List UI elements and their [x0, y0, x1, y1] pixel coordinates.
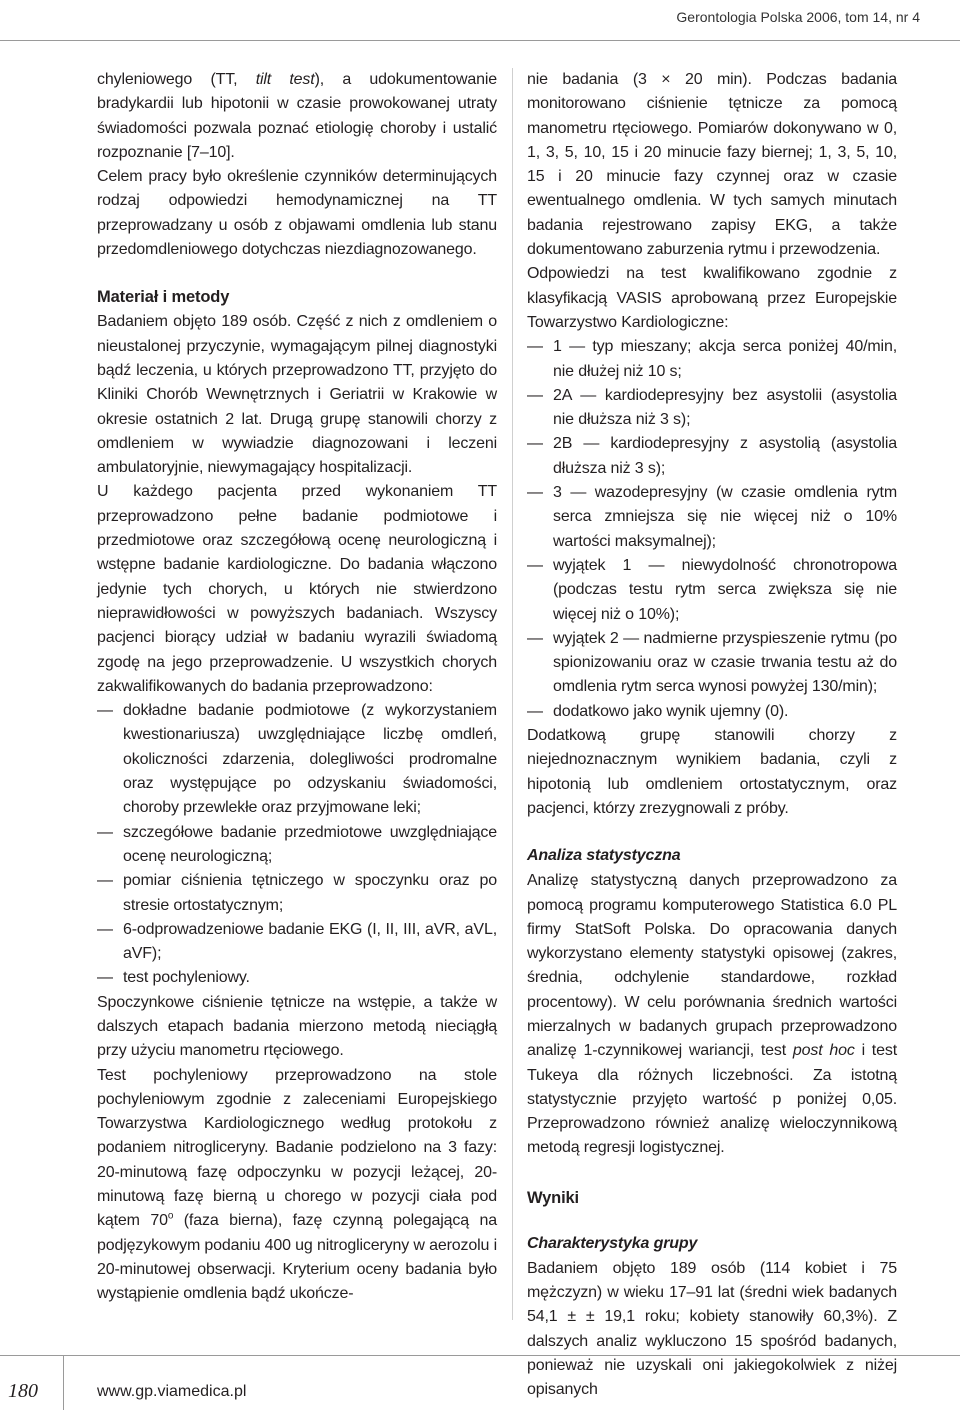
footer-url: www.gp.viamedica.pl [97, 1383, 247, 1400]
list-item: — 2A — kardiodepresyjny bez asystolii (asystolia nie dłuższa niż 3 s); [527, 386, 897, 429]
stats-heading: Analiza statystyczna [527, 847, 681, 865]
right-column [527, 68, 897, 1403]
column-divider [512, 68, 513, 1320]
group-paragraph: Badaniem objęto 189 osób (114 kobiet i 75 mężczyzn) w wieku 17–91 lat (średni wiek badanych 54,1 ± ± 19,1 roku; kobiety stanowiły 60,3%). Z dalszych analiz wykluczono 15 spośród badanych, ponieważ nie uzyskali oni jakiegokolwiek z niżej opisanych [527, 1259, 897, 1399]
list-item: — 6-odprowadzeniowe badanie EKG (I, II, III, aVR, aVL, aVF); [97, 920, 497, 963]
group-heading: Charakterystyka grupy [527, 1234, 698, 1252]
footer-rule [0, 1355, 960, 1356]
methods-heading: Materiał i metody [97, 288, 230, 307]
vasis-list [527, 335, 897, 724]
monitoring-paragraph: nie badania (3 × 20 min). Podczas badania monitorowano ciśnienie tętnicze za pomocą manometru rtęciowego. Pomiarów dokonywano w 0, 1, 3, 5, 10, 15 i 20 minucie fazy biernej; 1, 3, 5, 10, 15 i 20 minucie fazy czynnej oraz w czasie ewentualnego omdlenia. W tych samych minutach badania rejestrowano zapisy EKG, a także dokumentowano zaburzenia rytmu i przewodzenia. [527, 71, 897, 259]
results-heading: Wyniki [527, 1188, 579, 1207]
vasis-paragraph: Odpowiedzi na test kwalifikowano zgodnie z klasyfikacją VASIS aprobowaną przez Europejskie Towarzystwo Kardiologiczne: [527, 265, 897, 331]
list-item: — wyjątek 2 — nadmierne przyspieszenie rytmu (po spionizowaniu oraz w czasie trwania testu aż do omdlenia rytm serca wynosi powyżej 130/min); [527, 629, 897, 696]
list-item: — dokładne badanie podmiotowe (z wykorzystaniem kwestionariusza) uwzględniające liczbę omdleń, okoliczności zdarzenia, dolegliwości prodromalne oraz występujące po odzyskaniu świadomości, choroby przewlekłe oraz przyjmowane leki; [97, 702, 497, 817]
journal-title: Gerontologia Polska 2006, tom 14, nr 4 [676, 9, 920, 25]
blood-pressure-paragraph: Spoczynkowe ciśnienie tętnicze na wstępie, a także w dalszych etapach badania mierzono metodą nieciągłą przy użyciu manometru rtęciowego. [97, 993, 497, 1060]
procedures-list [97, 699, 497, 991]
list-item: — 1 — typ mieszany; akcja serca poniżej 40/min, nie dłużej niż 10 s; [527, 338, 897, 380]
running-header [0, 0, 960, 41]
stats-paragraph: Analizę statystyczną danych przeprowadzono za pomocą programu komputerowego Statistica 6.0 PL firmy StatSoft Polska. Do opracowania danych wykorzystano elementy statystyki opisowej (zakres, średnia, odchylenie standardowe, rozkład procentowy). W celu porównania średnich wartości mierzalnych w badanych grupach przeprowadzono analizę 1-czynnikowej wariancji, test post hoc i test Tukeya dla różnych liczebności. Za istotną statystycznie przyjęto wartość p poniżej 0,05. Przeprowadzono również analizę wieloczynnikową metodą regresji logistycznej. [527, 872, 897, 1157]
methods-paragraph-2: U każdego pacjenta przed wykonaniem TT przeprowadzono pełne badanie podmiotowe i przedmiotowe oraz szczegółową ocenę neurologiczną i wstępne badanie kardiologiczne. Do badania włączono jedynie tych chorych, u których nie stwierdzono nieprawidłowości w powyższych badaniach. Wszyscy pacjenci biorący udział w badaniu wyrazili świadomą zgodę na jego przeprowadzenie. U wszystkich chorych zakwalifikowanych do badania przeprowadzono: [97, 483, 497, 695]
list-item: — 2B — kardiodepresyjny z asystolią (asystolia dłuższa niż 3 s); [527, 435, 897, 477]
list-item: — dodatkowo jako wynik ujemny (0). [527, 702, 789, 720]
aim-paragraph: Celem pracy było określenie czynników determinujących rodzaj odpowiedzi hemodynamicznej na TT przeprowadzany u osób z objawami omdlenia lub stanu przedomdleniowego dotychczas niezdiagnozowanego. [97, 168, 497, 259]
list-item: — wyjątek 1 — niewydolność chronotropowa (podczas testu rytm serca zwiększa się nie więcej niż o 10%); [527, 556, 897, 623]
list-item: — test pochyleniowy. [97, 969, 250, 987]
intro-paragraph: chyleniowego (TT, tilt test), a udokumentowanie bradykardii lub hipotonii w czasie prowokowanej utraty świadomości pozwala poznać etiologię choroby i ustalić rozpoznanie [7–10]. [97, 71, 497, 161]
extra-group-paragraph: Dodatkową grupę stanowili chorzy z niejednoznacznym wynikiem badania, czyli z hipotonią lub omdleniem ortostatycznym, oraz pacjenci, którzy zrezygnowali z próby. [527, 727, 897, 817]
left-column [97, 68, 497, 1307]
list-item: — pomiar ciśnienia tętniczego w spoczynku oraz po stresie ortostatycznym; [97, 872, 497, 914]
tilt-test-paragraph: Test pochyleniowy przeprowadzono na stole pochyleniowym zgodnie z zaleceniami Europejskiego Towarzystwa Kardiologicznego według protokołu z podaniem nitrogliceryny. Badanie podzielono na 3 fazy: 20-minutową fazę odpoczynku w pozycji leżącej, 20-minutową fazę bierną u chorego w pozycji ciała pod kątem 70$^o$ (faza bierna), fazę czynną polegającą na podjęzykowym podaniu 400 ug nitrogliceryny w aerozolu i 20-minutowej obserwacji. Kryterium oceny badania było wystąpienie omdlenia bądź ukończe- [97, 1066, 497, 1303]
page-number: 180 [8, 1380, 38, 1402]
list-item: — szczegółowe badanie przedmiotowe uwzględniające ocenę neurologiczną; [97, 823, 497, 865]
list-item: — 3 — wazodepresyjny (w czasie omdlenia rytm serca zmniejsza się nie więcej niż o 10% wartości maksymalnej); [527, 484, 897, 550]
methods-paragraph-1: Badaniem objęto 189 osób. Część z nich z omdleniem o nieustalonej przyczynie, wymagającym pilnej diagnostyki bądź leczenia, u których przeprowadzono TT, przyjęto do Kliniki Chorób Wewnętrznych i Geriatrii w Krakowie w okresie ostatnich 2 lat. Drugą grupę stanowili chorzy z omdleniem w wywiadzie diagnozowani i leczeni ambulatoryjnie, niewymagający hospitalizacji. [97, 313, 497, 477]
